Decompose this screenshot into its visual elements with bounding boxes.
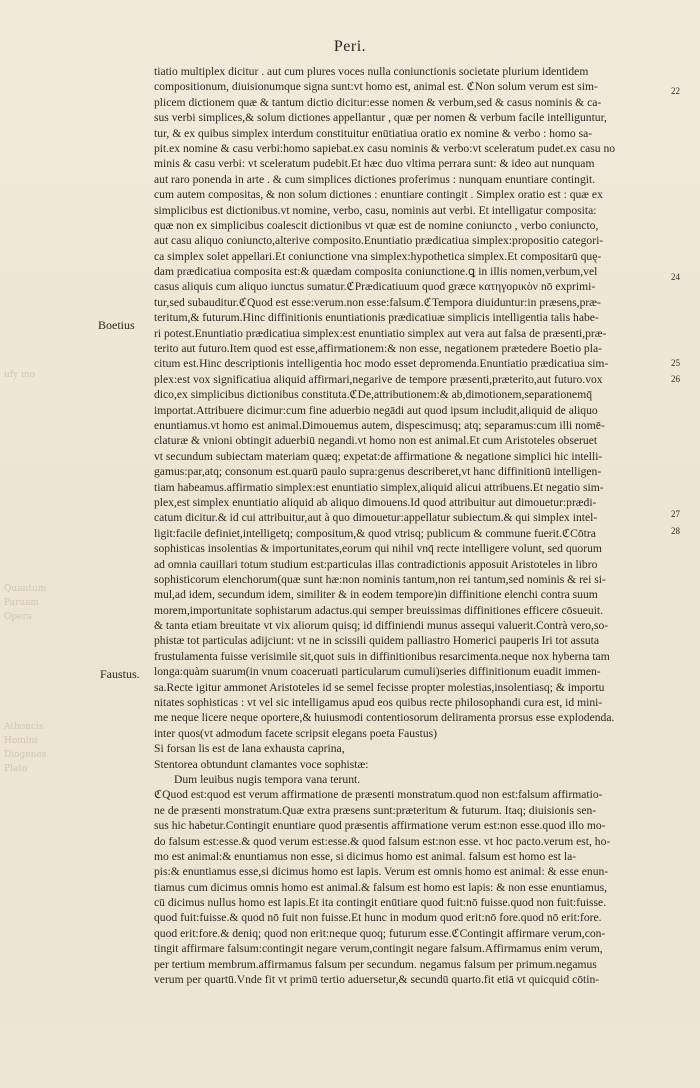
text-line: tur, & ex quibus simplex interdum constituitur enūtiatiua oratio ex nomine & verbo : homo sa-: [154, 126, 593, 140]
text-line: tiam habeamus.affirmatio simplex:est enuntiatio simplex,aliquid alicui attribuens.Et negatio sim-: [154, 480, 604, 494]
text-line: quæ non ex simplicibus coalescit dictionibus vt quæ est de nomine coniuncto , verbo coniuncto,: [154, 218, 599, 232]
text-line: ligit:facile definiet,intelligetq; compositum,& quod vtrisq; publicum & commune fuerit.ℭCōtra: [154, 526, 596, 540]
text-line: pit.ex nomine & casu verbi:homo sapiebat.ex casu nominis & verbo:vt sceleratum pudet.ex casu no: [154, 141, 616, 155]
text-line: compositionum, diuisionumque signa sunt:vt homo est, animal est. ℭNon solum verum est sim-: [154, 80, 598, 94]
text-line: quod fuit:fuisse.& quod nō fuit non fuisse.Et hunc in modum quod erit:nō fore.quod nō erit:fore.: [154, 911, 602, 925]
text-line: morem,importunitate sophistarum adactus.qui semper breuissimas diffinitiones efficere cōsueuit.: [154, 603, 604, 617]
margin-note: Faustus.: [100, 667, 140, 681]
text-line: enuntiamus.vt homo est animal.Dimouemus autem, dispescimusq; atq; separamus:cum illi nomē-: [154, 418, 605, 432]
text-line: sus hic habetur.Contingit enuntiare quod præsentis affirmatione verum est:non esse.quod illo mo-: [154, 819, 606, 833]
text-line: Si forsan lis est de lana exhausta caprina,: [154, 742, 345, 756]
text-line: Stentorea obtundunt clamantes voce sophistæ:: [154, 757, 369, 771]
text-line: verum per quartū.Vnde fit vt primū tertio aduersetur,& secundū quarto.fit etiā vt quicquid cōtin-: [154, 973, 600, 987]
text-line: importat.Attribuere dicimur:cum fine aduerbio negādi aut quod ipsum includit,aliquid de aliquo: [154, 403, 598, 417]
text-line: aut casu aliquo coniuncto,alterive composito.Enuntiatio prædicatiua simplex:propositio categori-: [154, 234, 604, 248]
text-line: Dum leuibus nugis tempora vana terunt.: [174, 772, 361, 786]
text-line: vt secundum subiectam materiam quæq; expetat:de affirmatione & negatione simplici hic intelli-: [154, 449, 603, 463]
text-line: cum autem compositas, & non solum dictiones : enuntiare contingit . Simplex oratio est : quæ ex: [154, 188, 603, 202]
text-line: frustulamenta fuisse verisimile sit,quot suis in diffinitionibus resarcimenta.neque nox hyberna tam: [154, 649, 610, 663]
margin-note: Boetius: [98, 318, 135, 332]
text-line: dico,ex simplicibus dictionibus constituta.ℭDe,attributionem:& ab,dimotionem,separationemq̄: [154, 388, 593, 402]
line-number: 22: [671, 86, 680, 96]
text-line: sophisticas insolentias & importunitates,eorum qui nihil vnq̄ recte intelligere volunt, sed quorum: [154, 542, 602, 556]
text-line: do falsum est:esse.& quod verum est:esse.& quod falsum est:non esse. vt hoc pacto.verum est, ho-: [154, 834, 611, 848]
text-line: mo est animal:& enuntiamus non esse, si dicimus homo est animal. falsum est homo est la-: [154, 849, 577, 863]
text-line: claturæ & vnioni obtingit aduerbiū negandi.vt homo non est animal.Et cum Aristoteles obseruet: [154, 434, 598, 448]
text-line: tiatio multiplex dicitur . aut cum plures voces nulla coniunctionis societate plurium identidem: [154, 65, 589, 78]
text-line: quod erit:fore.& deniq; quod non erit:neque quoq; futurum esse.ℭContingit affirmare verum,con-: [154, 926, 606, 940]
text-line: terito aut futuro.Item quod est esse,affirmationem:& non esse, negationem prætedere Boetio pla-: [154, 342, 602, 356]
text-line: plicem dictionem quæ & tantum dictio dicitur:esse nomen & verbum,sed & casus nominis & ca-: [154, 95, 602, 109]
text-line: sus verbi simplices,& solum dictiones appellantur , quæ per nomen & verbum facile intelliguntur,: [154, 111, 607, 125]
text-line: pis:& enuntiamus esse,si dicimus homo est lapis. Verum est omnis homo est animal: & esse enun-: [154, 865, 609, 879]
text-line: ad omnia cauillari totum studium est:particulas illas contradictionis apposuit Aristoteles in libro: [154, 557, 598, 571]
text-line: citum est.Hinc descriptionis intelligentia hoc modo esset depromenda.Enuntiatio prædicatiua sim-: [154, 357, 609, 371]
body-text: [154, 64, 666, 987]
line-number: 28: [671, 526, 680, 536]
text-line: longa:quàm suarum(in vnum coaceruati particularum cumuli)series diffinitionum euadit immen-: [154, 665, 601, 679]
show-through-bleed: ufy mo Quantum Paruam Opera Athoncis Homini Diogenes Plato: [4, 370, 47, 774]
text-line: & tanta etiam breuitate vt vix aliorum quisq; id diffiniendi munus assequi valuerit.Contrà vero,so-: [154, 619, 609, 633]
text-line: gamus:par,atq; consonum est.quarū paulo supra:genus describeret,vt hanc diffinitionū intelligen-: [154, 465, 602, 479]
line-number: 24: [671, 272, 680, 282]
line-number: 26: [671, 374, 680, 384]
text-line: per tertium membrum.affirmamus falsum per secundum. negamus falsum per primum.negamus: [154, 957, 597, 971]
line-number: 27: [671, 509, 680, 519]
text-line: tur,sed subauditur.ℭQuod est esse:verum.non esse:falsum.ℭTempora diuiduntur:in præsens,præ-: [154, 295, 601, 309]
text-line: tingit affirmare falsum:contingit negare verum,contingit negare falsum.Affirmamus enim verum,: [154, 942, 603, 956]
line-number: 25: [671, 358, 680, 368]
text-line: casus aliquis cum aliquo iunctus sumatur.ℭPrædicatiuum quod græce κατηγορικὸν nō exprimi-: [154, 280, 596, 294]
text-line: plex,est simplex enuntiatio aliquid ab aliquo dimouens.Id quod attribuitur aut dimouetur:prædi-: [154, 495, 597, 509]
text-line: ℭQuod est:quod est verum affirmatione de præsenti monstratum.quod non est:falsum affirmatio-: [154, 788, 603, 802]
text-line: minis & casu verbi: vt sceleratum pudebit.Et hæc duo vltima perrara sunt: & ideo aut nunquam: [154, 157, 595, 171]
text-line: sophisticorum elenchorum(quæ sunt hæ:non nominis tantum,non rei tantum,sed nominis & rei si-: [154, 572, 606, 586]
text-line: mul,ad idem, secundum idem, similiter & in eodem tempore)in diffinitione elenchi contra suum: [154, 588, 598, 602]
text-line: sa.Recte igitur ammonet Aristoteles id se semel fecisse propter molestias,insolentiasq; & importu: [154, 680, 605, 694]
text-line: inter quos(vt admodum facete scripsit elegans poeta Faustus): [154, 726, 438, 740]
running-head: Peri.: [333, 38, 367, 55]
text-line: me neque licere neque oportere,& huiusmodi contentiosorum deliramenta prorsus esse explodenda.: [154, 711, 615, 725]
text-line: ri potest.Enuntiatio prædicatiua simplex:est enuntiatio simplex aut vera aut falsa de præsenti,præ-: [154, 326, 607, 340]
text-line: plex:est vox significatiua aliquid affirmari,negarive de tempore præsenti,præterito,aut futuro.vox: [154, 372, 603, 386]
text-line: aut raro ponenda in arte . & cum simplices dictiones proferimus : nunquam enuntiare contingit.: [154, 172, 596, 186]
text-line: nitates sophisticas : vt vel sic intelligamus apud eos quibus recte philosophandi cura est, id mini-: [154, 696, 603, 710]
text-line: catum dicitur.& id cui attribuitur,aut à quo dimouetur:appellatur subiectum.& qui simplex intel-: [154, 511, 598, 525]
text-line: ne de præsenti monstratum.Quæ extra præsens sunt:præteritum & futurum. Itaq; diuisionis sen-: [154, 803, 597, 817]
text-line: dam prædicatiua composita est:& quædam composita coniunctione.ꝗ in illis nomen,verbum,vel: [154, 265, 598, 279]
text-line: phistæ tot particulas adijciunt: vt ne in scissili quidem palliastro Homerici pauperis Iri tot assuta: [154, 634, 599, 648]
text-line: tiamus cum dicimus omnis homo est animal.& falsum est homo est lapis: & non esse enuntiamus,: [154, 880, 608, 894]
text-line: teritum,& futurum.Hinc diffinitionis enuntiationis prædicatiuæ simplicis intelligentia talis habe-: [154, 311, 599, 325]
text-line: ca simplex solet appellari.Et coniunctione vna simplex:hypothetica simplex.Et compositarū quę-: [154, 249, 602, 263]
text-line: simplicibus est dictionibus.vt nomine, verbo, casu, nominis aut verbi. Et intelligatur composita:: [154, 203, 597, 217]
text-line: cū dicimus nullus homo est lapis.Et ita contingit enūtiare quod fuit:nō fuisse.quod non fuit:fuisse.: [154, 896, 607, 910]
